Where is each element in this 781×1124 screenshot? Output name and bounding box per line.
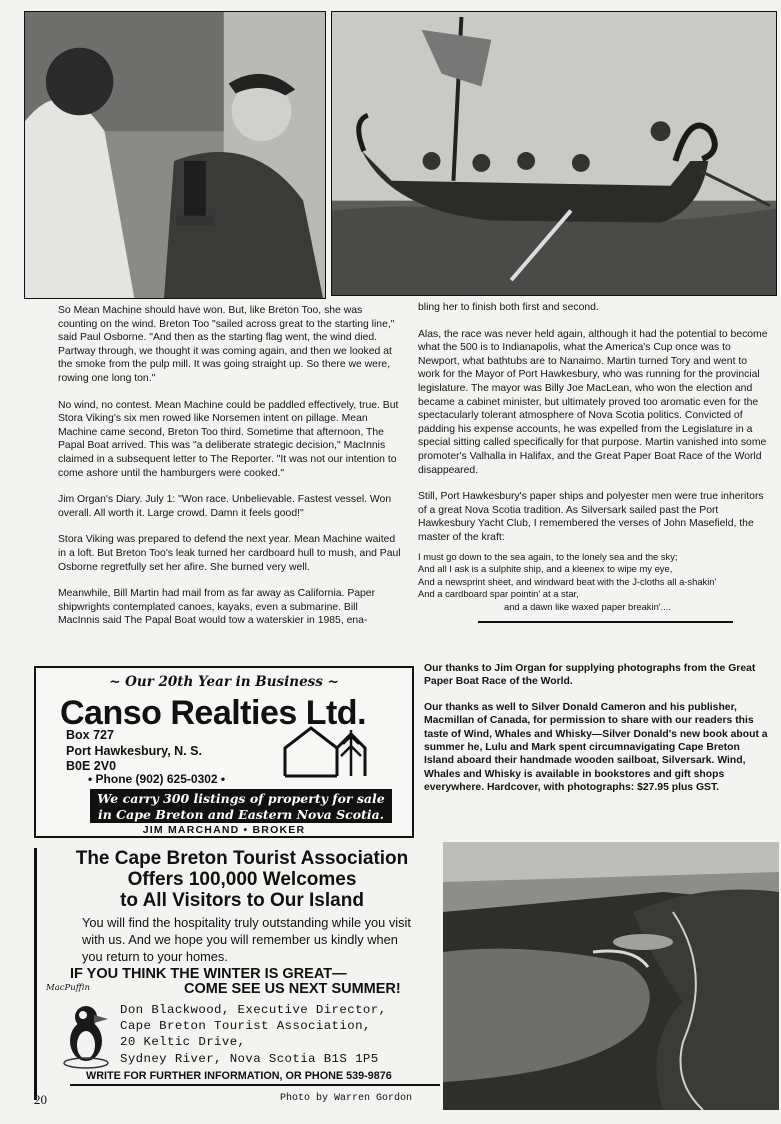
macpuffin-brand: MacPuffin — [46, 983, 90, 993]
contact-line: 20 Keltic Drive, — [120, 1035, 246, 1050]
contact-line: Don Blackwood, Executive Director, — [120, 1003, 387, 1017]
ad-address — [66, 728, 202, 775]
coastline-aerial-photo — [443, 842, 779, 1110]
poem-line: And all I ask is a sulphite ship, and a kleenex to wipe my eye, — [418, 563, 673, 575]
ad-summer-line: COME SEE US NEXT SUMMER! — [184, 981, 401, 997]
ad-company-name: Canso Realties Ltd. — [60, 694, 367, 732]
ad-left-rule — [34, 848, 37, 1100]
coastline-aerial-art — [443, 842, 779, 1110]
banner-line: in Cape Breton and Eastern Nova Scotia. — [97, 806, 385, 822]
thanks-paragraph: Our thanks as well to Silver Donald Cameron and his publisher, Macmillan of Canada, for permission to share with our readers this taste of Wind, Whales and Whisky—Silver Donald's new book about a summer he, Lulu and Mark spent circumnavigating Cape Breton Island aboard their handmade wooden sailboat, Silversark. Wind, Whales and Whisky is available in bookstores and gift shops everywhere. Hardcover, with photographs: $27.95 plus GST. — [424, 701, 768, 794]
thanks-paragraph: Our thanks to Jim Organ for supplying photographs from the Great Paper Boat Race of the World. — [424, 663, 756, 688]
trophy-photo-art — [25, 12, 325, 298]
ad-phone: • Phone (902) 625-0302 • — [88, 772, 226, 786]
contact-line: Cape Breton Tourist Association, — [120, 1019, 371, 1034]
photo-credit: Photo by Warren Gordon — [280, 1093, 413, 1104]
headline-line: Offers 100,000 Welcomes — [127, 869, 357, 890]
ad-bottom-rule — [70, 1084, 440, 1086]
acknowledgements — [424, 662, 770, 807]
article-paragraph: Still, Port Hawkesbury's paper ships and polyester men were true inheritors of a great Nova Scotia tradition. As Silversark sailed past the Port Hawkesbury Yacht Club, I remembered the verses of John Masefield, the master of the kraft: — [418, 491, 764, 543]
ad-postal: B0E 2V0 — [66, 759, 117, 773]
viking-boat-photo-art — [332, 12, 776, 295]
ad-year-line: ~ Our 20th Year in Business ~ — [109, 674, 339, 690]
ad-contact-block — [120, 1002, 386, 1067]
puffin-icon — [56, 997, 116, 1069]
ad-write-line: WRITE FOR FURTHER INFORMATION, OR PHONE 539-9876 — [86, 1070, 392, 1082]
house-tree-logo-icon — [281, 724, 371, 786]
banner-line: We carry 300 listings of property for sale — [97, 791, 385, 806]
ad-box: Box 727 — [66, 728, 114, 742]
poem-line: and a dawn like waxed paper breakin'.... — [504, 600, 671, 612]
article-column-right — [418, 301, 768, 623]
poem-line: And a cardboard spar pointin' at a star, — [418, 588, 579, 600]
masefield-poem — [418, 551, 768, 614]
tourist-association-ad — [34, 842, 440, 1110]
canso-realties-ad — [34, 666, 414, 838]
article-paragraph: Stora Viking was prepared to defend the next year. Mean Machine waited in a loft. But Breton Too's leak turned her cardboard hull to mush, and Paul Osborne regretfully set her afire. She burned very well. — [58, 534, 401, 573]
headline-line: to All Visitors to Our Island — [120, 890, 364, 911]
ad-town: Port Hawkesbury, N. S. — [66, 743, 202, 758]
ad-winter-line: IF YOU THINK THE WINTER IS GREAT— — [70, 966, 347, 982]
article-paragraph: So Mean Machine should have won. But, like Breton Too, she was counting on the wind. Breton Too "sailed across great to the starting line," said Paul Osborne. "And then as the starting flag went, the wind died. Partway through, we thought it was coming again, and then we looked at the smoke from the pulp mill. It was going straight up. So there we were, rowing one long ton." — [58, 305, 395, 384]
page-number: 20 — [34, 1092, 47, 1107]
article-paragraph: No wind, no contest. Mean Machine could be paddled effectively, true. But Stora Viking's six men rowed like Norsemen intent on pillage. Mean Machine came second, Breton Too third. Sometime that afternoon, The Papal Boat arrived. This was "a deliberate strategic decision," MacInnis claimed in a subsequent letter to The Reporter. "It was not our intention to come ashore until the hamburgers were cooked." — [58, 399, 399, 479]
article-paragraph: Jim Organ's Diary. July 1: "Won race. Unbelievable. Fastest vessel. Won overall. All worth it. Large crowd. Damn it feels good!" — [58, 494, 392, 519]
poem-line: I must go down to the sea again, to the lonely sea and the sky; — [418, 550, 678, 562]
viking-boat-photo — [331, 11, 777, 296]
article-column-left — [58, 304, 401, 641]
poem-line: And a newsprint sheet, and windward beat with the J-cloths all a-shakin' — [418, 575, 717, 587]
headline-line: The Cape Breton Tourist Association — [75, 848, 409, 869]
trophy-photo — [24, 11, 326, 299]
section-divider — [478, 621, 733, 623]
ad-broker: JIM MARCHAND • BROKER — [142, 824, 306, 836]
article-paragraph: bling her to finish both first and second. — [418, 302, 599, 313]
ad-listings-banner — [90, 789, 392, 823]
contact-line: Sydney River, Nova Scotia B1S 1P5 — [120, 1051, 379, 1066]
article-paragraph: Alas, the race was never held again, although it had the potential to become what the 500 is to Indianapolis, what the America's Cup once was to Newport, what bathtubs are to Nanaimo. Martin turned Tory and went to work for the Mayor of Port Hawkesbury, who was running for the provincial legislature. The mayor was Billy Joe MacLean, who won the election and became a cabinet minister, but ultimately proved too aromatic even for the spectacularly tolerant atmosphere of Nova Scotia politics. Convicted of padding his expense accounts, he was expelled from the Legislature in a special sitting called specifically for that purpose. Martin vanished into some promoter's Valhalla in Halifax, and the Great Paper Boat Race of the World disappeared. — [418, 328, 768, 476]
article-paragraph: Meanwhile, Bill Martin had mail from as far away as California. Paper shipwrights contemplated canoes, kayaks, even a submarine. Bill MacInnis said The Papal Boat would tow a waterskier in 1985, ena- — [58, 588, 376, 627]
ad-headline — [44, 848, 440, 911]
ad-body: You will find the hospitality truly outstanding while you visit with us. And we hope you will remember us kindly when you return to your homes. — [82, 915, 411, 964]
